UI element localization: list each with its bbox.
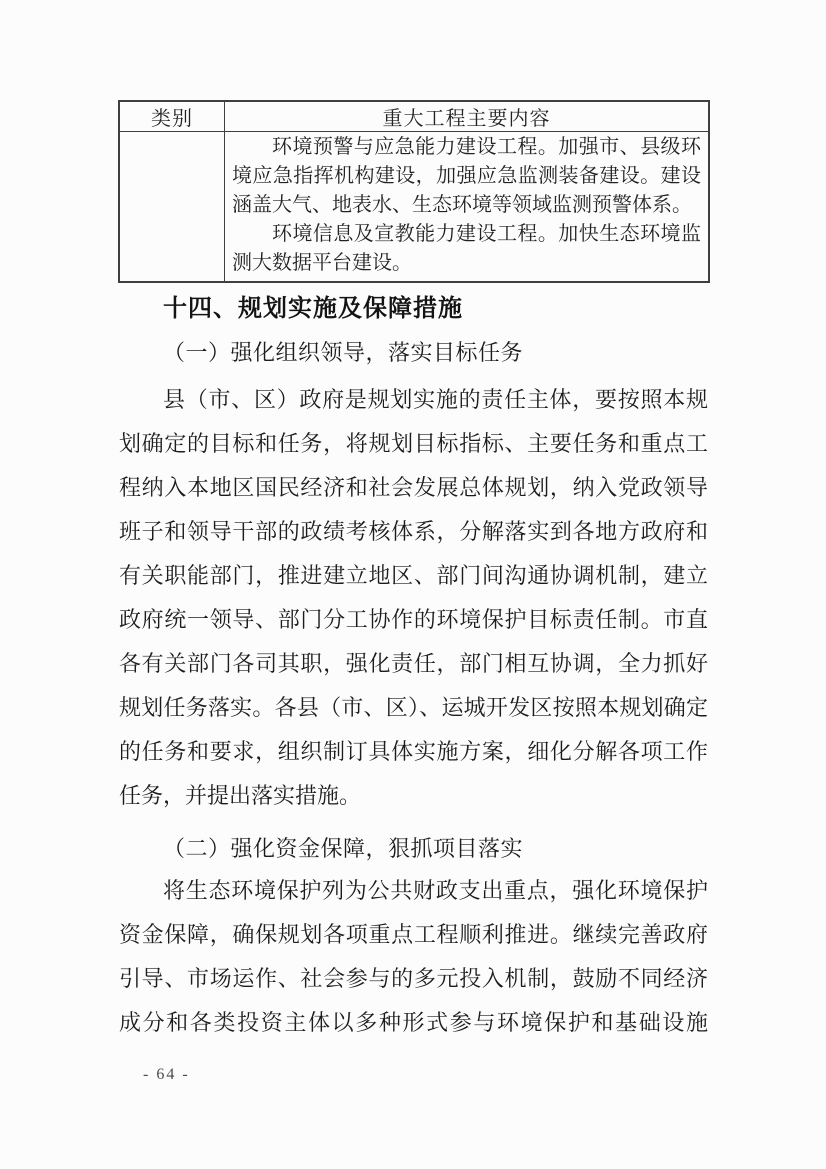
table-paragraph-1: 环境预警与应急能力建设工程。加强市、县级环境应急指挥机构建设，加强应急监测装备建设。建设涵盖大气、地表水、生态环境等领域监测预警体系。 [232,136,701,216]
subsection-2-heading: （二）强化资金保障，狠抓项目落实 [163,836,524,861]
table-header-category: 类别 [119,101,225,132]
category-cell [119,132,225,283]
content-cell [225,132,710,283]
subsection-1-heading: （一）强化组织领导，落实目标任务 [163,340,524,365]
table-header-row [119,101,709,132]
table-row [119,132,709,283]
paragraph-2: 将生态环境保护列为公共财政支出重点，强化环境保护资金保障，确保规划各项重点工程顺利推进。继续完善政府引导、市场运作、社会参与的多元投入机制，鼓励不同经济成分和各类投资主体以多种形式参与环境保护和基础设施 [119,878,708,1035]
paragraph-1: 县（市、区）政府是规划实施的责任主体，要按照本规划确定的目标和任务，将规划目标指标、主要任务和重点工程纳入本地区国民经济和社会发展总体规划，纳入党政领导班子和领导干部的政绩考核体系，分解落实到各地方政府和有关职能部门，推进建立地区、部门间沟通协调机制，建立政府统一领导、部门分工协作的环境保护目标责任制。市直各有关部门各司其职，强化责任，部门相互协调，全力抓好规划任务落实。各县（市、区）、运城开发区按照本规划确定的任务和要求，组织制订具体实施方案，细化分解各项工作任务，并提出落实措施。 [119,387,708,808]
page-number: - 64 - [143,1066,190,1083]
table-paragraph-2: 环境信息及宣教能力建设工程。加快生态环境监测大数据平台建设。 [232,223,701,274]
major-projects-table [118,100,710,283]
table-header-content: 重大工程主要内容 [225,101,710,132]
section-heading: 十四、规划实施及保障措施 [163,295,463,322]
